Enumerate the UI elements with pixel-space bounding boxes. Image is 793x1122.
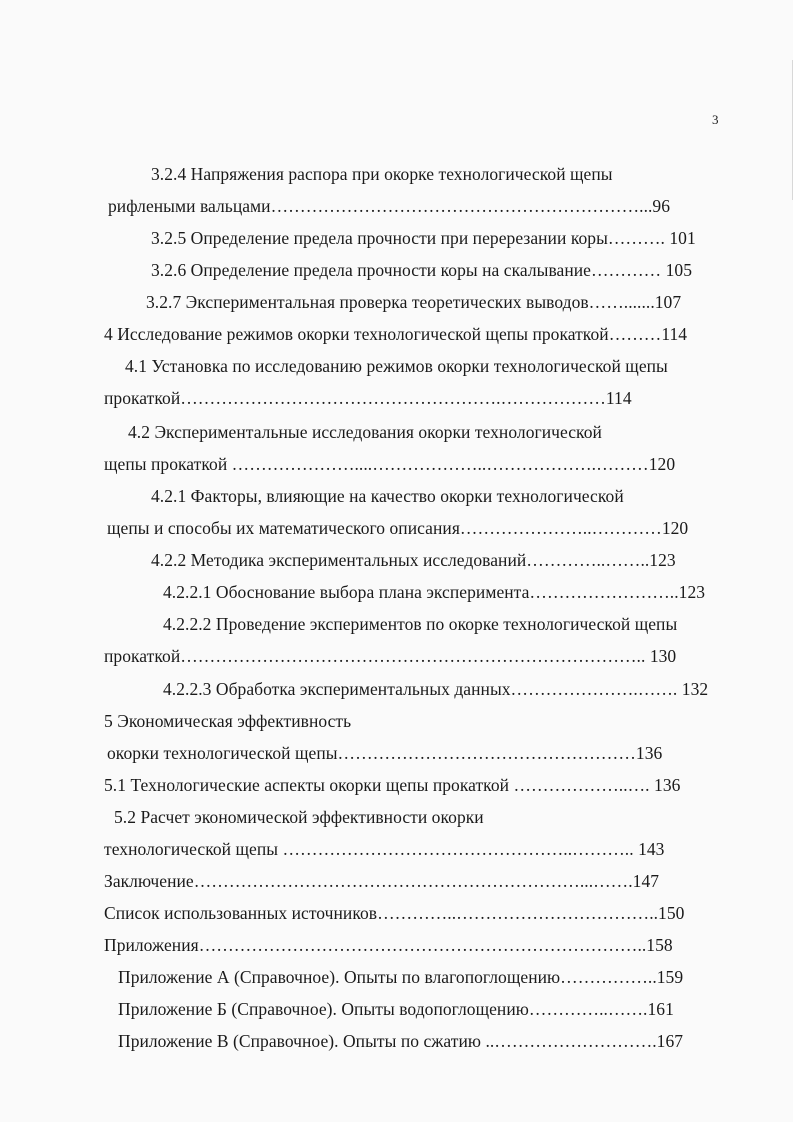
toc-line: Список использованных источников…………..……………………………..150 — [104, 903, 685, 923]
toc-line: 4 Исследование режимов окорки технологической щепы прокаткой………114 — [104, 324, 688, 344]
toc-line: щепы и способы их математического описания…………………..…………120 — [107, 518, 689, 538]
toc-line: технологической щепы …………………………………………..……….. 143 — [104, 839, 665, 859]
toc-line: 4.2.2.2 Проведение экспериментов по окорке технологической щепы — [163, 614, 678, 634]
toc-line: Приложение Б (Справочное). Опыты водопоглощению…………..…….161 — [118, 999, 674, 1019]
toc-line: 4.2 Экспериментальные исследования окорки технологической — [128, 422, 602, 442]
toc-line: 4.2.2 Методика экспериментальных исследований…………..……..123 — [151, 550, 676, 570]
toc-line: 3.2.7 Экспериментальная проверка теоретических выводов…….......107 — [146, 292, 682, 312]
toc-line: 3.2.6 Определение предела прочности коры на скалывание………… 105 — [151, 260, 693, 280]
toc-line: рифлеными вальцами………………………………………………………...96 — [108, 196, 671, 216]
toc-line: прокаткой…………………………………………………………………….. 130 — [104, 646, 677, 666]
toc-line: Приложение В (Справочное). Опыты по сжатию ..……………………….167 — [118, 1031, 684, 1051]
toc-line: Приложения…………………………………………………………………..158 — [104, 935, 673, 955]
toc-line: прокаткой……………………………………………….………………114 — [104, 388, 632, 408]
toc-line: 4.2.2.1 Обоснование выбора плана эксперимента……………………..123 — [163, 582, 706, 602]
toc-line: 5.1 Технологические аспекты окорки щепы прокаткой ………………..…. 136 — [104, 775, 681, 795]
toc-line: 5 Экономическая эффективность — [104, 711, 352, 731]
toc-line: 5.2 Расчет экономической эффективности окорки — [114, 807, 484, 827]
toc-line: 3.2.4 Напряжения распора при окорке технологической щепы — [151, 164, 613, 184]
toc-line: Заключение…………………………………………………………...…….147 — [104, 871, 660, 891]
toc-line: окорки технологической щепы……………………………………………136 — [107, 743, 663, 763]
toc-line: щепы прокаткой …………………....………………..……………….………120 — [104, 454, 676, 474]
page-number: 3 — [712, 112, 719, 127]
toc-line: 4.2.2.3 Обработка экспериментальных данных………………….……. 132 — [163, 679, 709, 699]
toc-line: 4.2.1 Факторы, влияющие на качество окорки технологической — [151, 486, 624, 506]
toc-line: 3.2.5 Определение предела прочности при перерезании коры………. 101 — [151, 228, 696, 248]
toc-line: 4.1 Установка по исследованию режимов окорки технологической щепы — [125, 356, 668, 376]
toc-line: Приложение А (Справочное). Опыты по влагопоглощению……………..159 — [118, 967, 684, 987]
